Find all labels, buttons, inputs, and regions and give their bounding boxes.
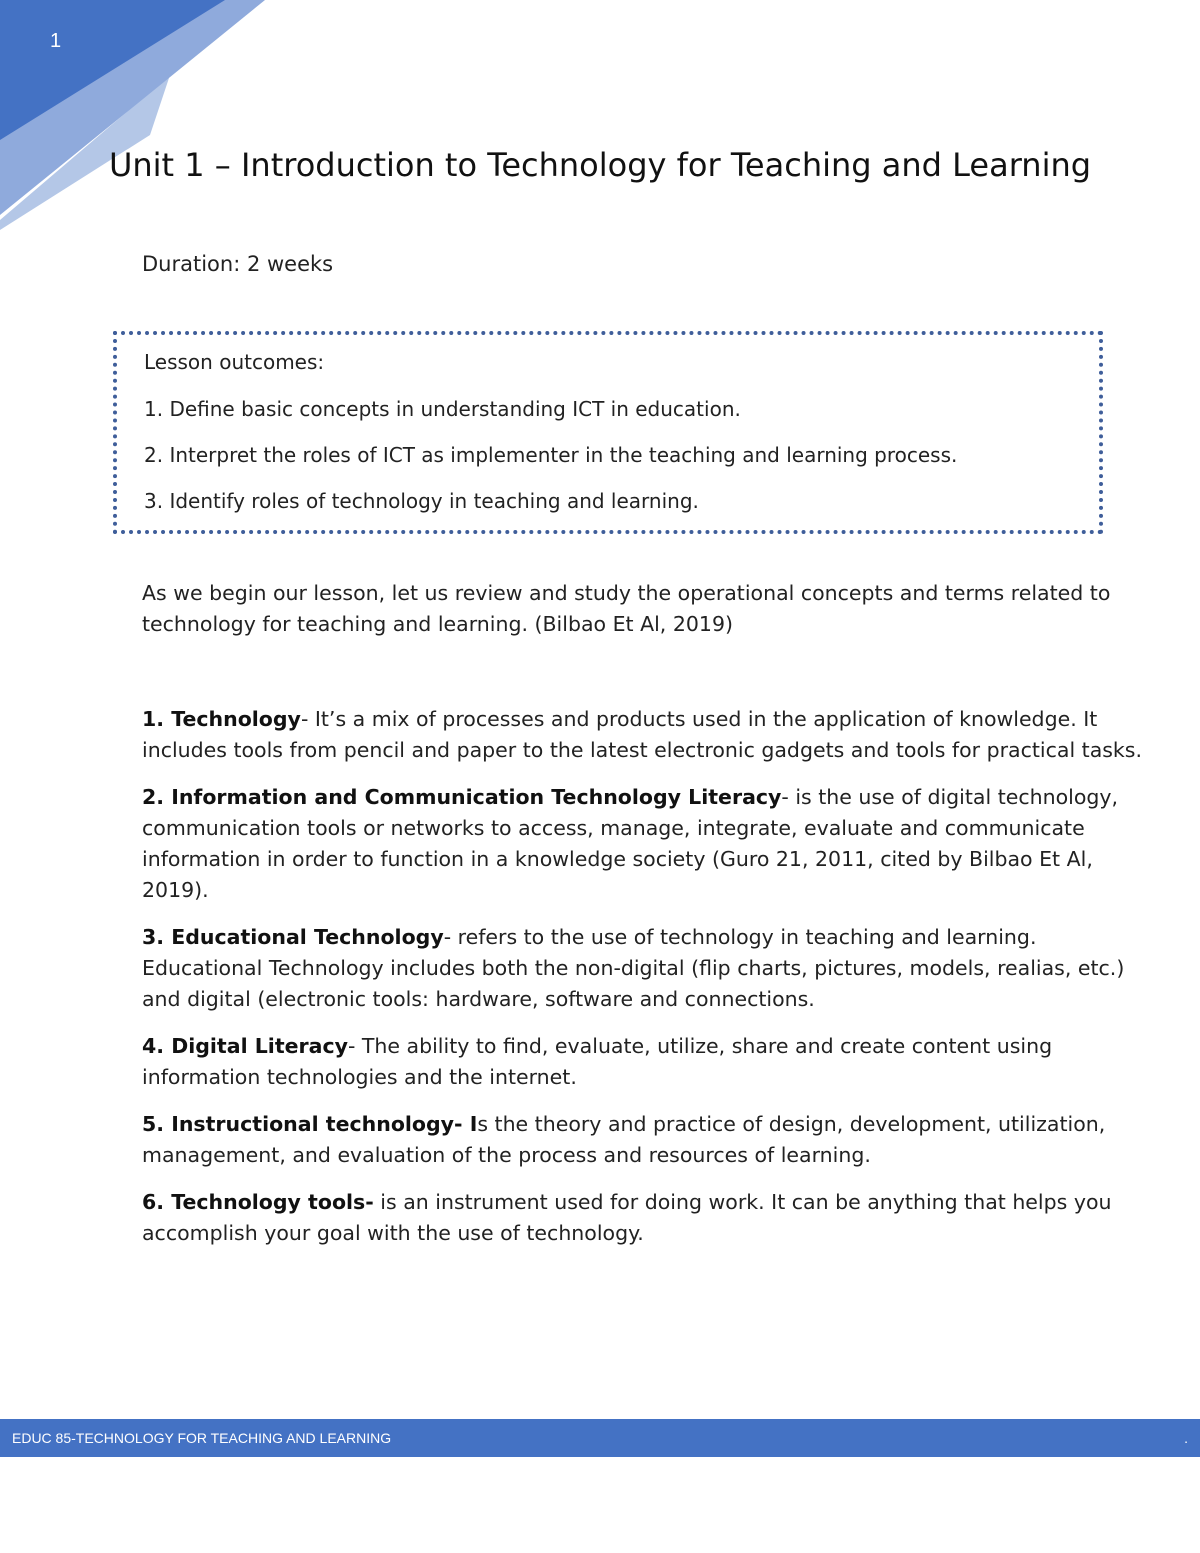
outcome-item: 3. Identify roles of technology in teaching and learning.: [144, 489, 699, 513]
lesson-outcomes-box: [113, 331, 1103, 534]
term-name: 1. Technology: [142, 707, 301, 731]
outcomes-heading: Lesson outcomes:: [144, 350, 325, 374]
corner-decoration: [0, 0, 270, 230]
page-title: Unit 1 – Introduction to Technology for Teaching and Learning: [108, 146, 1092, 184]
term-definition: s the theory and practice of design, development, utilization, management, and evaluation of the process and resources of learning.: [142, 1112, 1106, 1167]
term-definition: - refers to the use of technology in teaching and learning. Educational Technology includes both the non-digital (flip charts, pictures, models, realias, etc.) and digital (electronic tools: hardware, software and connections.: [142, 925, 1125, 1011]
term-name: 2. Information and Communication Technology Literacy: [142, 785, 782, 809]
term-name: 4. Digital Literacy: [142, 1034, 348, 1058]
term-name: 6. Technology tools-: [142, 1190, 374, 1214]
term-item: [142, 1187, 1152, 1249]
term-item: [142, 1031, 1152, 1093]
duration-text: Duration: 2 weeks: [142, 252, 334, 276]
footer-course-title: EDUC 85-TECHNOLOGY FOR TEACHING AND LEARNING: [12, 1430, 392, 1446]
term-definition: - It’s a mix of processes and products used in the application of knowledge. It includes tools from pencil and paper to the latest electronic gadgets and tools for practical tasks.: [142, 707, 1143, 762]
term-item: [142, 782, 1152, 906]
term-name: 3. Educational Technology: [142, 925, 444, 949]
term-definition: is an instrument used for doing work. It can be anything that helps you accomplish your goal with the use of technology.: [142, 1190, 1112, 1245]
page-number: 1: [50, 30, 62, 52]
term-definition: - is the use of digital technology, communication tools or networks to access, manage, integrate, evaluate and communicate information in order to function in a knowledge society (Guro 21, 2011, cited by Bilbao Et Al, 2019).: [142, 785, 1119, 902]
terms-list: [142, 704, 1152, 1265]
footer-dot: .: [1184, 1430, 1188, 1446]
outcome-item: 1. Define basic concepts in understanding ICT in education.: [144, 397, 741, 421]
term-definition: - The ability to find, evaluate, utilize, share and create content using information technologies and the internet.: [142, 1034, 1053, 1089]
term-item: [142, 1109, 1152, 1171]
term-name: 5. Instructional technology- I: [142, 1112, 478, 1136]
term-item: [142, 704, 1152, 766]
term-item: [142, 922, 1152, 1015]
outcome-item: 2. Interpret the roles of ICT as implementer in the teaching and learning process.: [144, 443, 958, 467]
intro-paragraph: As we begin our lesson, let us review and study the operational concepts and terms related to technology for teaching and learning. (Bilbao Et Al, 2019): [142, 581, 1111, 636]
footer-bar: [0, 1419, 1200, 1457]
